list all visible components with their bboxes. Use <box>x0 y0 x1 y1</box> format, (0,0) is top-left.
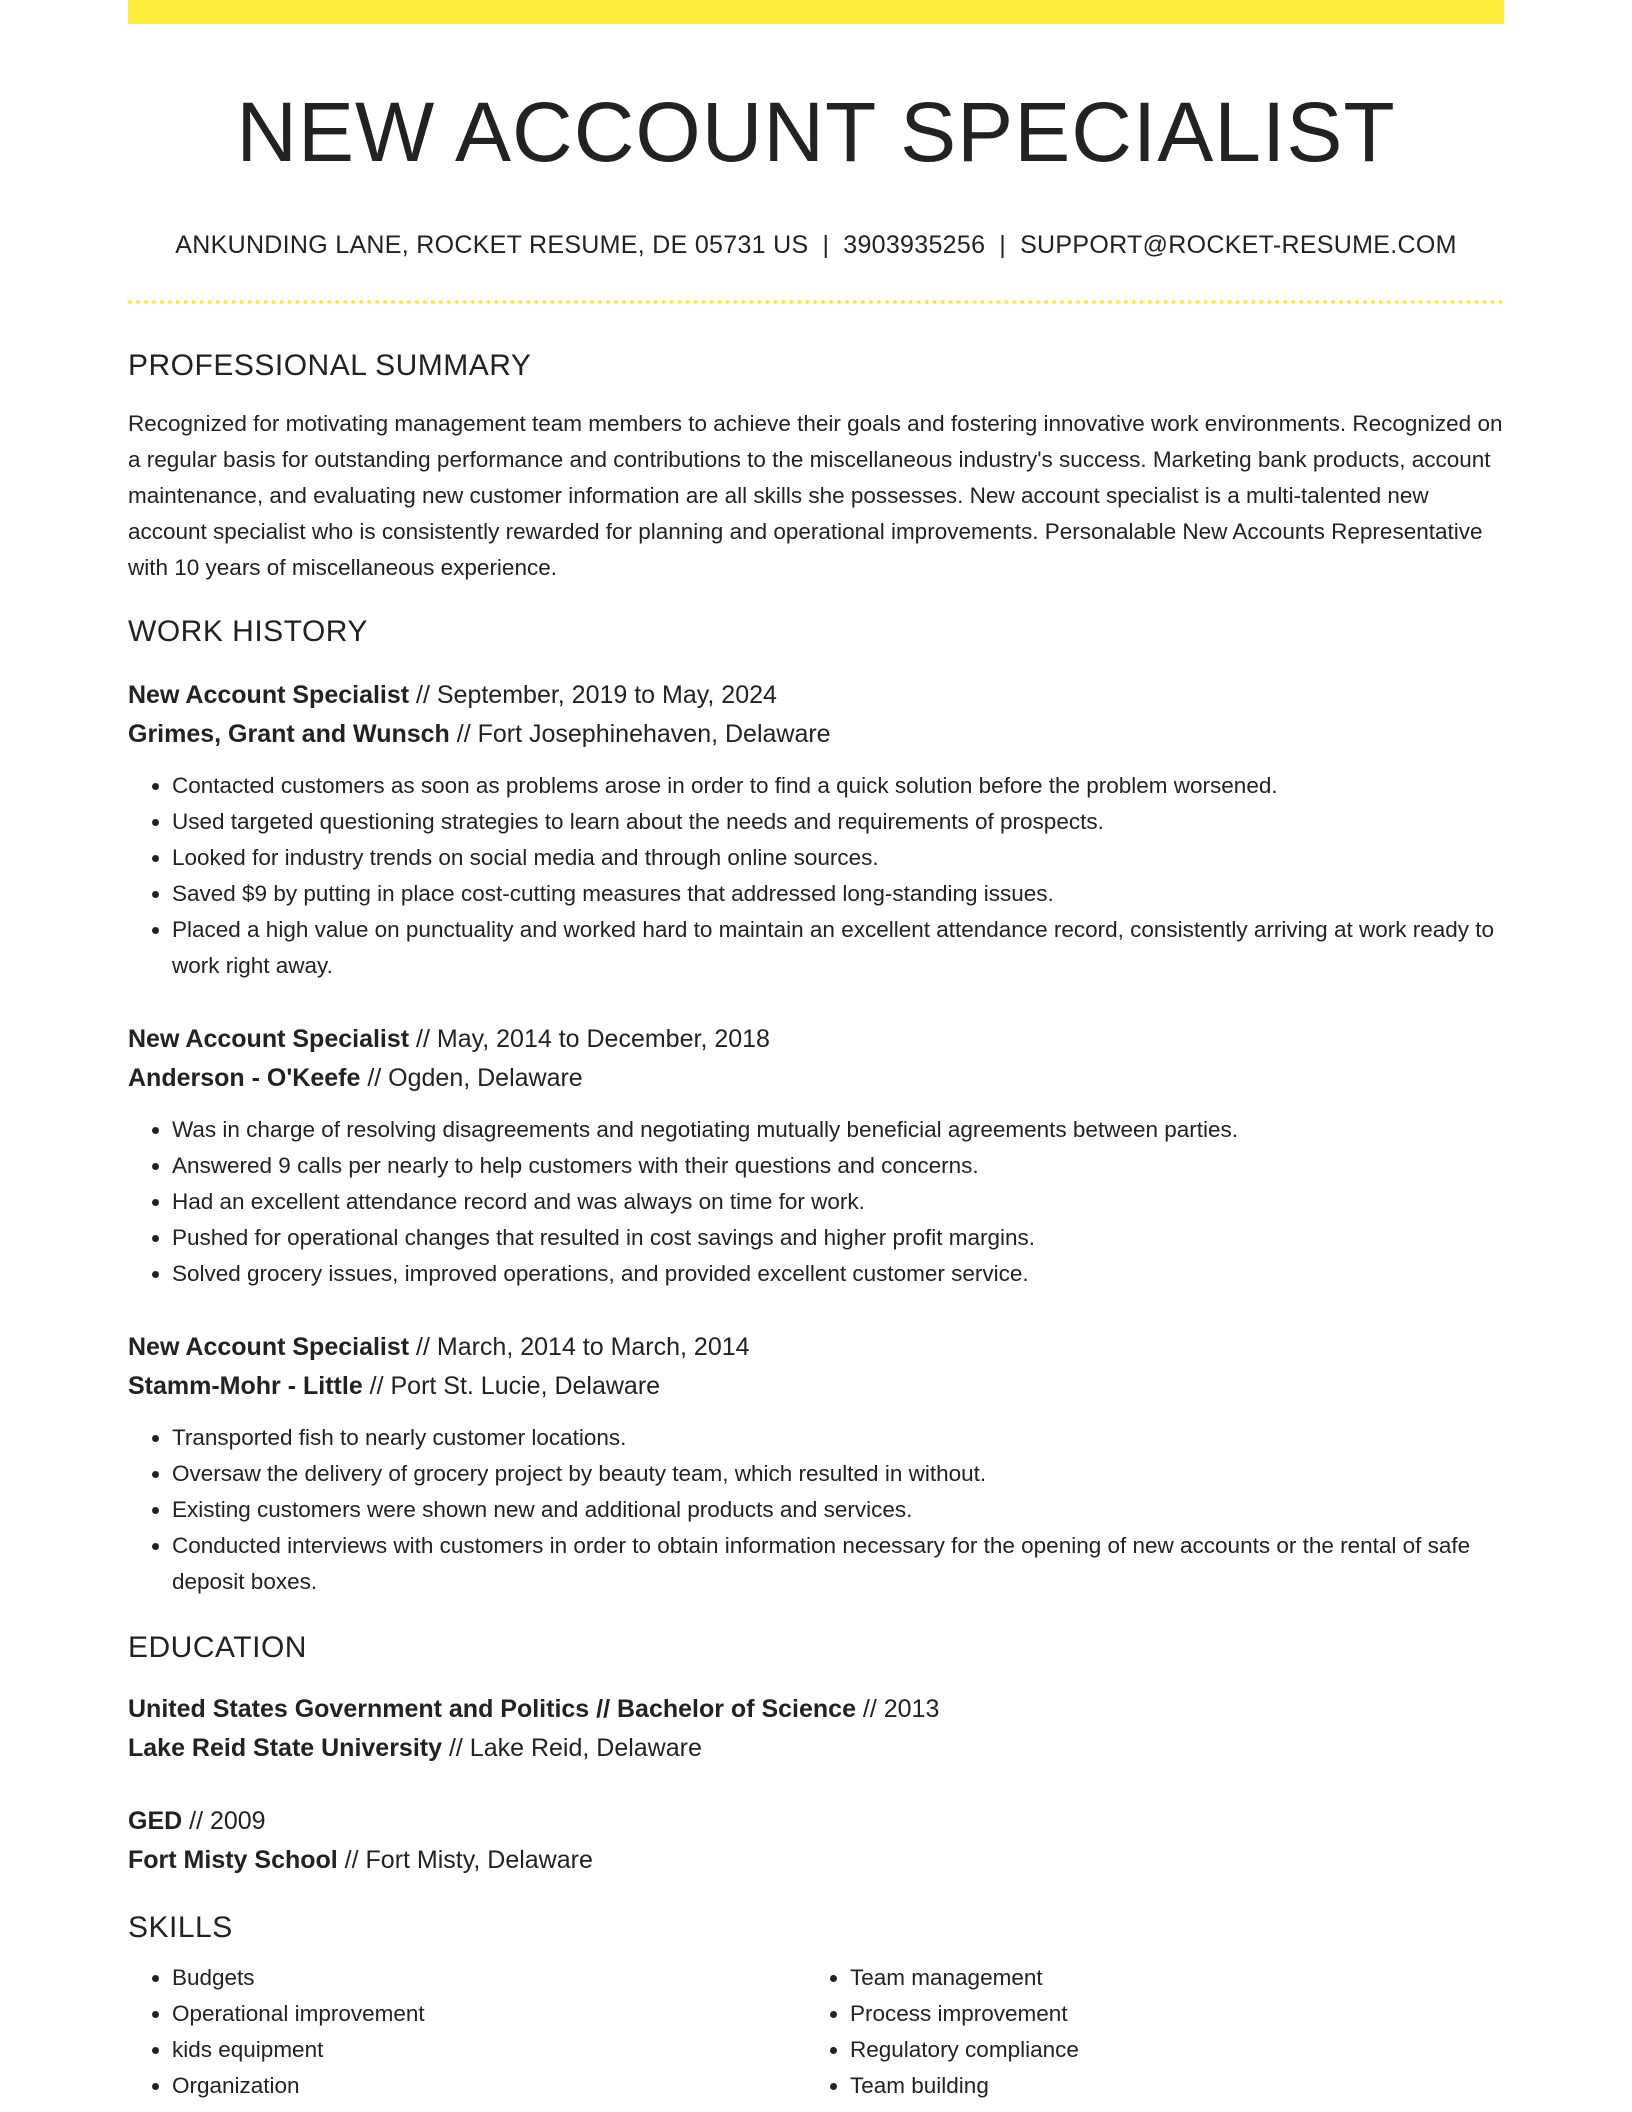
job-bullet: • Answered 9 calls per nearly to help customers with their questions and concerns. <box>172 1148 1504 1184</box>
contact-email[interactable]: SUPPORT@ROCKET-RESUME.COM <box>1020 230 1457 259</box>
job-bullet: • Had an excellent attendance record and was always on time for work. <box>172 1184 1504 1220</box>
job-bullet: • Saved $9 by putting in place cost-cutting measures that addressed long-standing issues. <box>172 876 1504 912</box>
job-company: Grimes, Grant and Wunsch <box>128 719 450 748</box>
dotted-divider <box>128 300 1504 304</box>
job-bullet: • Transported fish to nearly customer locations. <box>172 1420 1504 1456</box>
summary-text: Recognized for motivating management team members to achieve their goals and fostering innovative work environments. Recognized on a regular basis for outstanding performance and contributions to the miscellaneous industry's success. Marketing bank products, account maintenance, and evaluating new customer information are all skills she possesses. New account specialist is a multi-talented new account specialist who is consistently rewarded for planning and operational improvements. Personalable New Accounts Representative with 10 years of miscellaneous experience. <box>128 410 1503 580</box>
resume-title: NEW ACCOUNT SPECIALIST <box>236 85 1396 179</box>
summary-heading: PROFESSIONAL SUMMARY <box>128 348 532 382</box>
job-bullets <box>128 1420 1504 1600</box>
skill-item: • Organization <box>172 2068 806 2104</box>
job-bullet: • Existing customers were shown new and additional products and services. <box>172 1492 1504 1528</box>
accent-bar <box>128 0 1504 24</box>
contact-phone: 3903935256 <box>843 230 986 259</box>
education-location: // Fort Misty, Delaware <box>337 1845 593 1874</box>
job-role: New Account Specialist <box>128 1024 410 1053</box>
job-company-line <box>128 1367 1504 1406</box>
job-bullet: • Looked for industry trends on social media and through online sources. <box>172 840 1504 876</box>
job-bullet: • Pushed for operational changes that resulted in cost savings and higher profit margins. <box>172 1220 1504 1256</box>
education-degree-line <box>128 1802 1504 1841</box>
job-bullet: • Placed a high value on punctuality and worked hard to maintain an excellent attendance record, consistently arriving at work ready to work right away. <box>172 912 1504 984</box>
job-role-line <box>128 1020 1504 1059</box>
job-role-line <box>128 676 1504 715</box>
education-location: // Lake Reid, Delaware <box>442 1733 702 1762</box>
job-company: Stamm-Mohr - Little <box>128 1371 363 1400</box>
education-school-line <box>128 1841 1504 1880</box>
job-bullets <box>128 1112 1504 1292</box>
job-entry <box>128 1020 1504 1292</box>
education-year: // 2013 <box>855 1694 940 1723</box>
job-location: // Ogden, Delaware <box>360 1063 583 1092</box>
education-degree: United States Government and Politics // Bachelor of Science <box>128 1694 856 1723</box>
job-location: // Port St. Lucie, Delaware <box>362 1371 661 1400</box>
job-dates: // May, 2014 to December, 2018 <box>409 1024 770 1053</box>
contact-address: ANKUNDING LANE, ROCKET RESUME, DE 05731 US <box>175 230 809 259</box>
job-entry <box>128 1328 1504 1600</box>
education-degree-line <box>128 1690 1504 1729</box>
skill-item: • Regulatory compliance <box>850 2032 1484 2068</box>
job-bullets <box>128 768 1504 984</box>
job-location: // Fort Josephinehaven, Delaware <box>449 719 831 748</box>
education-school-line <box>128 1729 1504 1768</box>
job-role-line <box>128 1328 1504 1367</box>
education-entry <box>128 1690 1504 1768</box>
job-bullet: • Used targeted questioning strategies to learn about the needs and requirements of prospects. <box>172 804 1504 840</box>
education-school: Lake Reid State University <box>128 1733 443 1762</box>
job-role: New Account Specialist <box>128 680 410 709</box>
skill-item: • kids equipment <box>172 2032 806 2068</box>
job-dates: // September, 2019 to May, 2024 <box>409 680 777 709</box>
skill-item: • Process improvement <box>850 1996 1484 2032</box>
resume-page <box>128 0 1504 2104</box>
job-company-line <box>128 715 1504 754</box>
education-year: // 2009 <box>182 1806 266 1835</box>
job-bullet: • Contacted customers as soon as problems arose in order to find a quick solution before the problem worsened. <box>172 768 1504 804</box>
education-heading: EDUCATION <box>128 1630 307 1664</box>
job-bullet: • Conducted interviews with customers in order to obtain information necessary for the opening of new accounts or the rental of safe deposit boxes. <box>172 1528 1504 1600</box>
job-company: Anderson - O'Keefe <box>128 1063 361 1092</box>
contact-separator: | <box>999 230 1007 259</box>
skill-item: • Team management <box>850 1960 1484 1996</box>
skill-item: • Team building <box>850 2068 1484 2104</box>
job-bullet: • Oversaw the delivery of grocery project by beauty team, which resulted in without. <box>172 1456 1504 1492</box>
contact-separator: | <box>822 230 830 259</box>
education-entry <box>128 1802 1504 1880</box>
skill-item: • Budgets <box>172 1960 806 1996</box>
contact-line <box>128 230 1504 260</box>
job-dates: // March, 2014 to March, 2014 <box>409 1332 750 1361</box>
job-bullet: • Solved grocery issues, improved operations, and provided excellent customer service. <box>172 1256 1504 1292</box>
skill-item: • Operational improvement <box>172 1996 806 2032</box>
skills-heading: SKILLS <box>128 1910 233 1944</box>
education-school: Fort Misty School <box>128 1845 338 1874</box>
job-role: New Account Specialist <box>128 1332 410 1361</box>
job-company-line <box>128 1059 1504 1098</box>
skills-columns <box>128 1960 1504 2104</box>
job-entry <box>128 676 1504 984</box>
education-degree: GED <box>128 1806 183 1835</box>
skills-list-right <box>806 1960 1484 2104</box>
work-history-heading: WORK HISTORY <box>128 614 368 648</box>
job-bullet: • Was in charge of resolving disagreements and negotiating mutually beneficial agreements between parties. <box>172 1112 1504 1148</box>
skills-list-left <box>128 1960 806 2104</box>
